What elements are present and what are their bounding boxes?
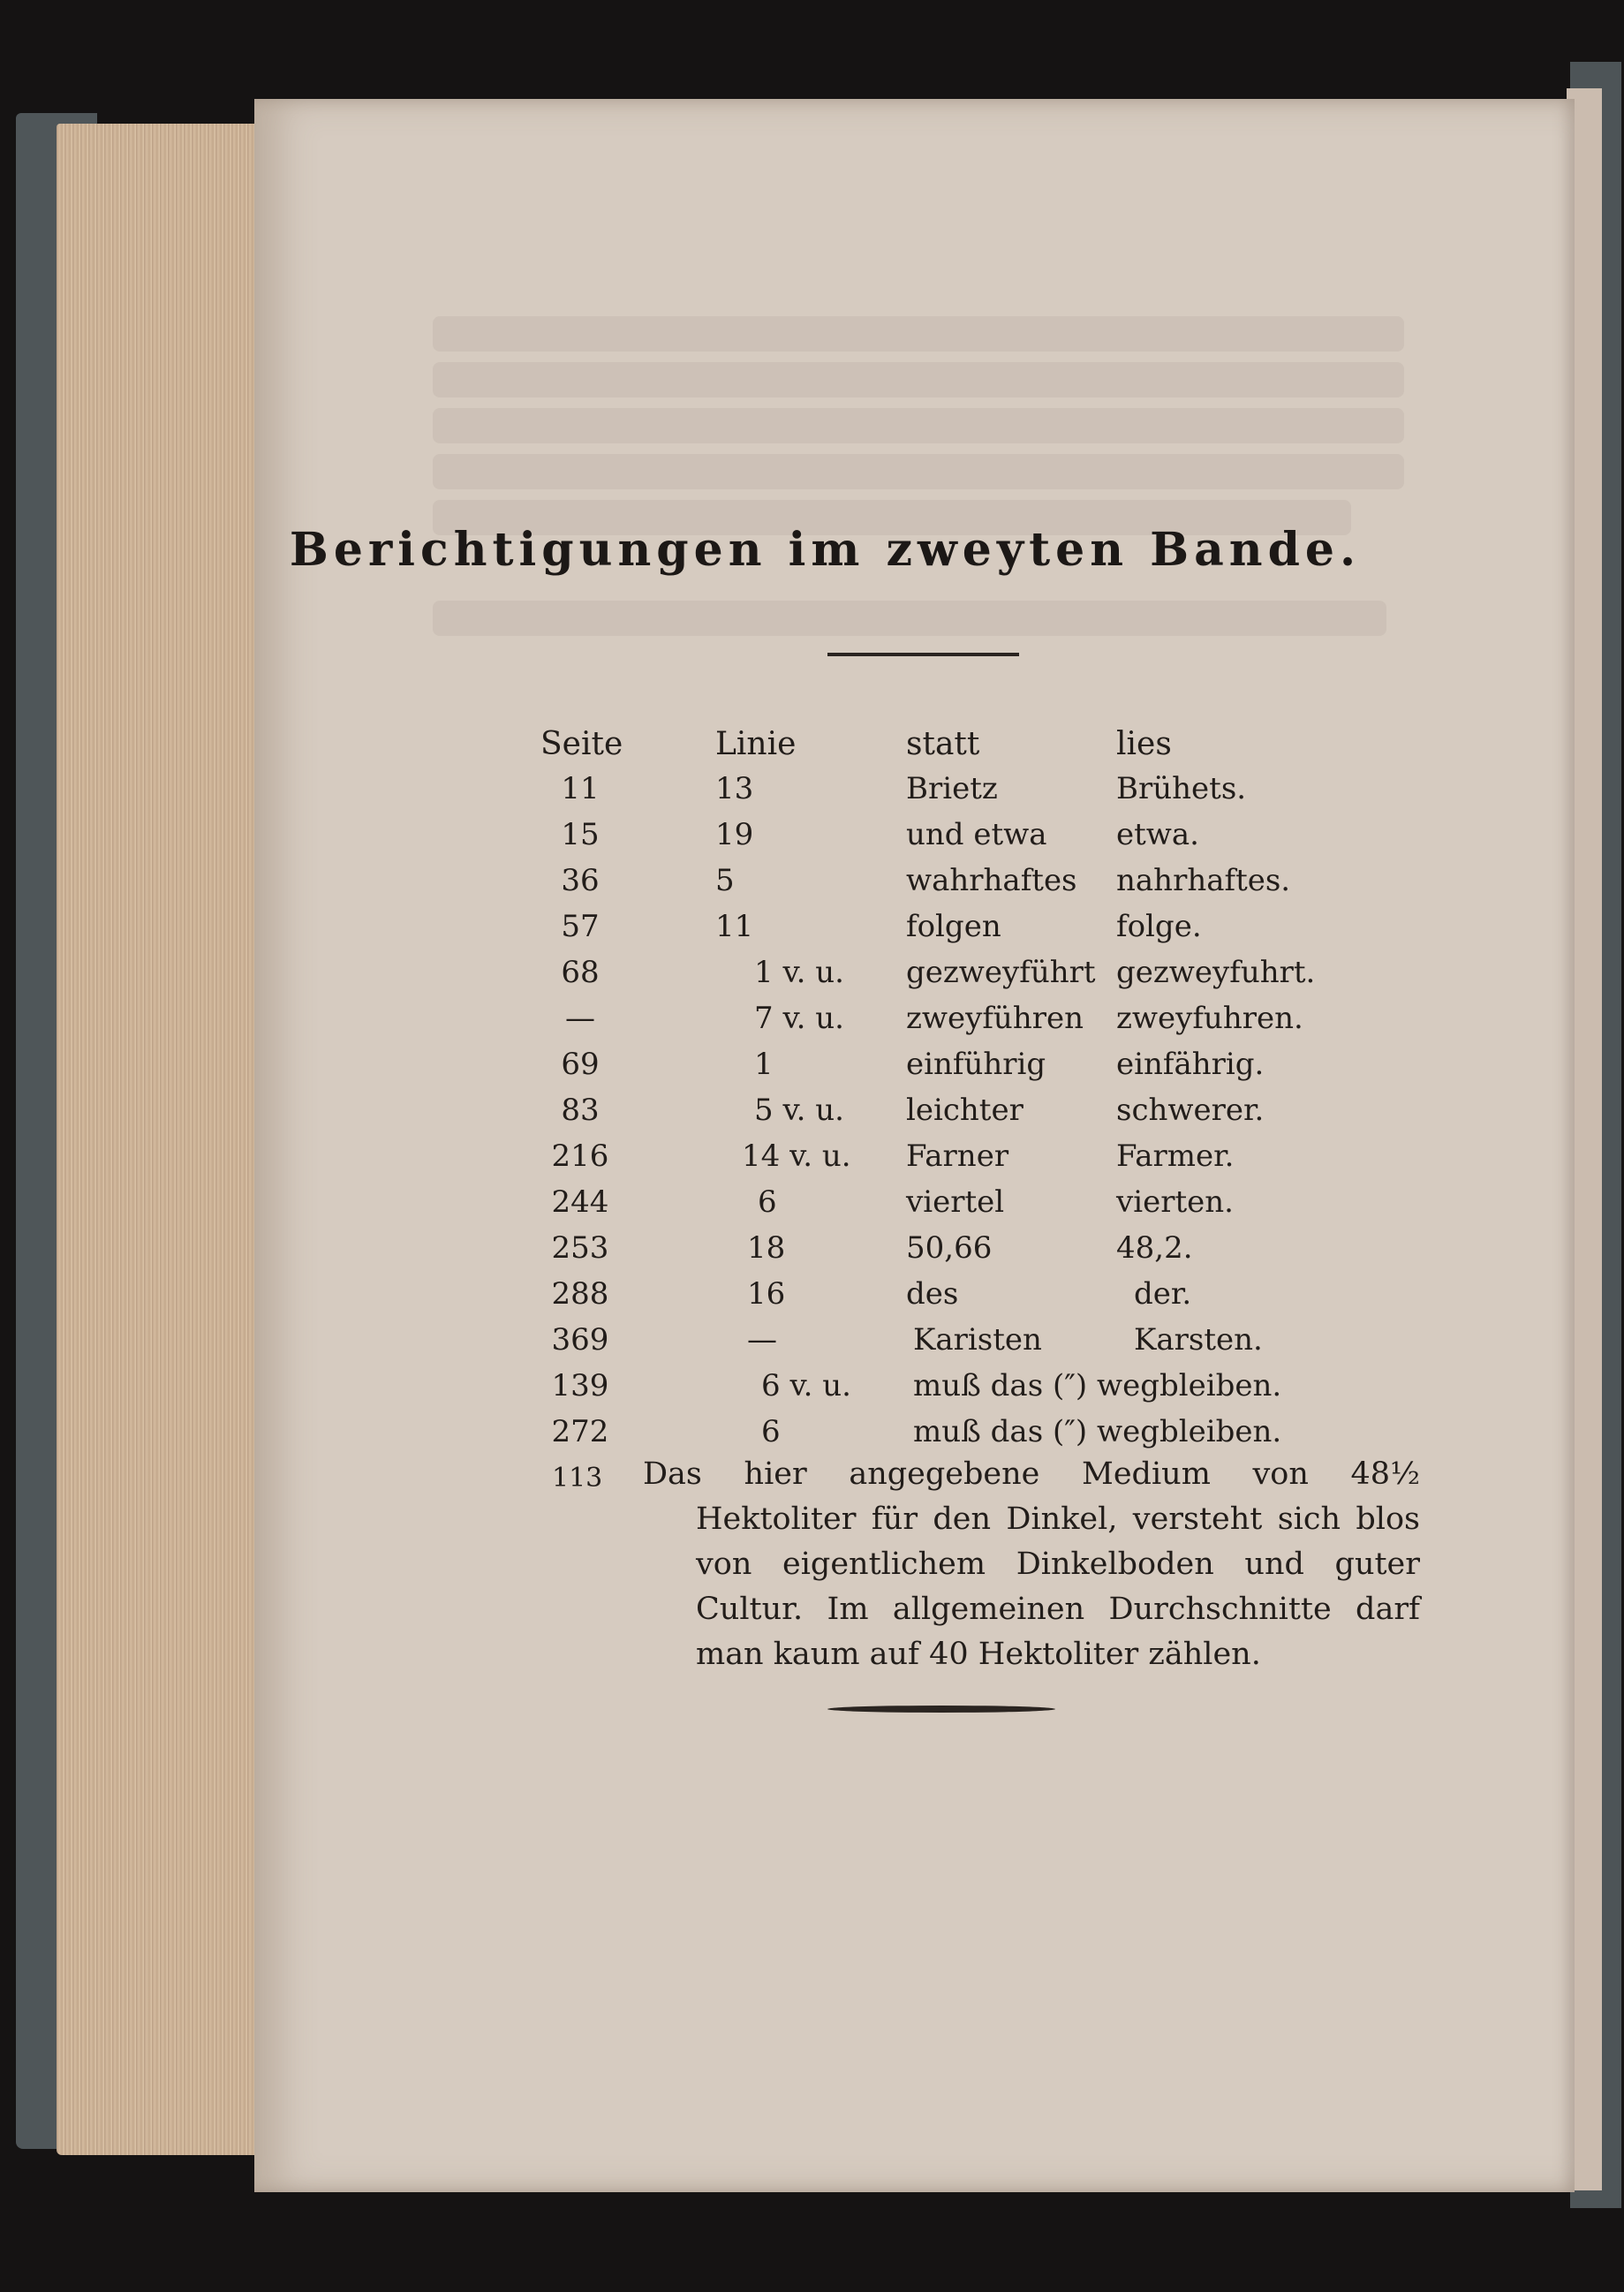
cell-seite: 36: [561, 863, 600, 898]
cell-linie: 6: [758, 1184, 777, 1220]
cell-linie: 6 v. u.: [761, 1368, 851, 1403]
cell-seite: 57: [561, 909, 600, 944]
table-row: [0, 1322, 1624, 1366]
table-row: [0, 1093, 1624, 1137]
cell-statt: Karisten: [913, 1322, 1042, 1358]
table-row: [0, 1047, 1624, 1091]
column-header-seite: Seite: [540, 726, 623, 762]
cell-lies: schwerer.: [1116, 1093, 1265, 1128]
column-header-lies: lies: [1116, 726, 1172, 762]
cell-statt: 50,66: [906, 1230, 993, 1266]
table-row: [0, 1276, 1624, 1320]
cell-lies: etwa.: [1116, 817, 1199, 852]
table-row: [0, 1368, 1624, 1412]
show-through: [433, 408, 1404, 443]
table-row: [0, 955, 1624, 999]
cell-linie: 7 v. u.: [754, 1001, 844, 1036]
cell-linie: —: [747, 1322, 777, 1358]
cell-linie: 18: [747, 1230, 786, 1266]
cell-lies: gezweyfuhrt.: [1116, 955, 1316, 990]
show-through: [433, 362, 1404, 397]
column-header-statt: statt: [906, 726, 980, 762]
closing-rule: [827, 1706, 1055, 1713]
cell-statt: einführig: [906, 1047, 1046, 1082]
cell-seite: 253: [551, 1230, 609, 1266]
cell-linie: 5 v. u.: [754, 1093, 844, 1128]
cell-statt: des: [906, 1276, 959, 1312]
table-row: [0, 1001, 1624, 1045]
table-row: [0, 1184, 1624, 1229]
show-through: [433, 454, 1404, 489]
cell-linie: 13: [715, 771, 754, 806]
cell-statt: viertel: [906, 1184, 1005, 1220]
cell-lies: 48,2.: [1116, 1230, 1193, 1266]
cell-lies: Brühets.: [1116, 771, 1247, 806]
cell-linie: 16: [747, 1276, 786, 1312]
correction-note: [643, 1452, 1420, 1677]
cell-linie: 1: [754, 1047, 774, 1082]
note-seite: 113: [552, 1463, 603, 1494]
cell-statt: Farner: [906, 1138, 1009, 1174]
cell-lies: einfährig.: [1116, 1047, 1265, 1082]
cell-lies: der.: [1134, 1276, 1192, 1312]
cell-linie: 5: [715, 863, 735, 898]
column-header-linie: Linie: [715, 726, 797, 762]
cell-seite: 139: [551, 1368, 609, 1403]
cell-statt: muß das (″) wegbleiben.: [913, 1414, 1282, 1449]
cell-seite: 11: [561, 771, 600, 806]
table-row: [0, 863, 1624, 907]
table-row: [0, 1230, 1624, 1275]
cell-lies: nahrhaftes.: [1116, 863, 1291, 898]
cell-seite: 272: [551, 1414, 609, 1449]
cell-seite: 244: [551, 1184, 609, 1220]
heading-rule: [827, 653, 1019, 656]
cell-seite: 15: [561, 817, 600, 852]
show-through: [433, 316, 1404, 352]
cell-seite: 69: [561, 1047, 600, 1082]
cell-seite: 83: [561, 1093, 600, 1128]
cell-statt: zweyführen: [906, 1001, 1084, 1036]
table-row: [0, 909, 1624, 953]
cell-statt: gezweyführt: [906, 955, 1096, 990]
cell-seite: 288: [551, 1276, 609, 1312]
cell-linie: 1 v. u.: [754, 955, 844, 990]
cell-lies: Farmer.: [1116, 1138, 1235, 1174]
cell-linie: 19: [715, 817, 754, 852]
cell-seite: 369: [551, 1322, 609, 1358]
table-row: [0, 817, 1624, 861]
cell-linie: 6: [761, 1414, 781, 1449]
cell-statt: folgen: [906, 909, 1001, 944]
cell-statt: leichter: [906, 1093, 1023, 1128]
cell-statt: Brietz: [906, 771, 998, 806]
cell-statt: wahrhaftes: [906, 863, 1077, 898]
cell-statt: muß das (″) wegbleiben.: [913, 1368, 1282, 1403]
cell-seite: —: [565, 1001, 595, 1036]
table-row: [0, 771, 1624, 815]
note-text: Das hier angegebene Medium von 48½ Hektoliter für den Dinkel, versteht sich blos von eigentlichem Dinkelboden und guter Cultur. Im allgemeinen Durchschnitte darf man kaum auf 40 Hektoliter zählen.: [643, 1456, 1420, 1672]
table-header: [0, 726, 1624, 770]
cell-linie: 14 v. u.: [742, 1138, 851, 1174]
table-row: [0, 1138, 1624, 1183]
cell-linie: 11: [715, 909, 754, 944]
cell-lies: Karsten.: [1134, 1322, 1263, 1358]
cell-seite: 68: [561, 955, 600, 990]
cell-lies: vierten.: [1116, 1184, 1234, 1220]
cell-seite: 216: [551, 1138, 609, 1174]
cell-statt: und etwa: [906, 817, 1047, 852]
show-through: [433, 601, 1386, 636]
page-heading: Berichtigungen im zweyten Bande.: [289, 523, 1362, 577]
cell-lies: folge.: [1116, 909, 1202, 944]
cell-lies: zweyfuhren.: [1116, 1001, 1303, 1036]
